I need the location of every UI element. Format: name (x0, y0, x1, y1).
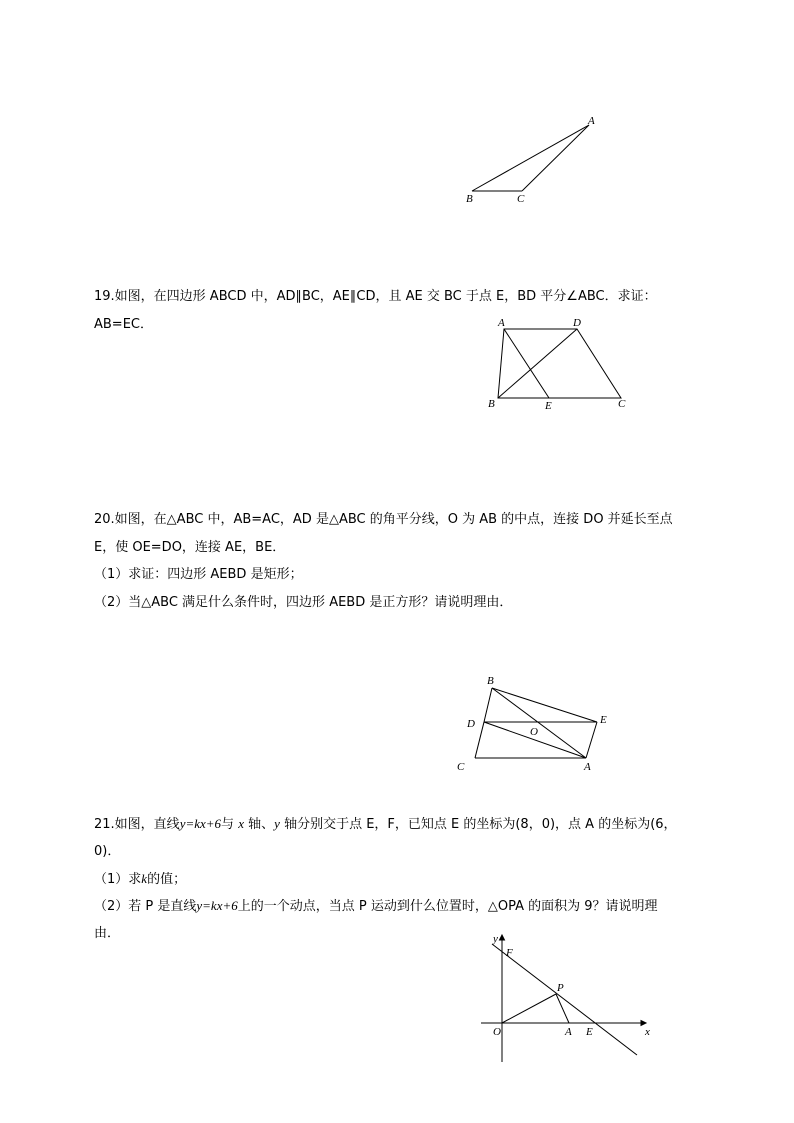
segment-bd (484, 688, 492, 722)
figure-quadrilateral-abcd (485, 312, 635, 414)
label-f: F (506, 947, 513, 959)
segment-be (492, 688, 597, 722)
figure-rectangle-aebd (452, 670, 622, 776)
segment-dc (475, 722, 484, 758)
problem-20-question-2: （2）当△ABC 满足什么条件时，四边形 AEBD 是正方形？请说明理由． (94, 595, 513, 610)
label-e: E (600, 714, 607, 726)
segment-ea (586, 722, 597, 758)
problem-21-text: 轴、 (248, 817, 275, 832)
var-x: x (238, 816, 244, 831)
problem-19-line-2: AB=EC． (94, 317, 153, 332)
label-c: C (457, 761, 465, 773)
x-axis-arrow (641, 1021, 646, 1026)
label-a: A (588, 115, 595, 127)
figure-triangle-abc (460, 112, 600, 208)
problem-21-text: 21.如图，直线 (94, 817, 180, 832)
label-o: O (530, 726, 538, 738)
segment-bd (498, 329, 577, 398)
quadrilateral-abcd (498, 329, 621, 398)
line-equation: y=kx+6 (196, 898, 238, 913)
y-axis-arrow (500, 935, 505, 940)
line-equation: y=kx+6 (179, 816, 222, 831)
problem-21-text: （2）若 P 是直线 (94, 899, 197, 914)
label-d: D (467, 718, 475, 730)
var-y: y (274, 816, 280, 831)
problem-21-line-5: 由． (94, 926, 121, 941)
label-d: D (573, 317, 581, 329)
segment-ab (492, 688, 586, 758)
problem-21-text: 与 (221, 817, 235, 832)
segment-op (502, 994, 556, 1023)
problem-19-line-1: 19.如图，在四边形 ABCD 中，AD∥BC，AE∥CD，且 AE 交 BC 于点 E，BD 平分∠ABC．求证： (94, 289, 657, 304)
problem-21-question-2 (94, 898, 658, 915)
label-y: y (493, 933, 498, 945)
problem-21-text: （1）求 (94, 872, 142, 887)
problem-21-text: 轴分别交于点 E，F，已知点 E 的坐标为(8，0)，点 A 的坐标为(6， (284, 817, 677, 832)
label-a: A (584, 761, 591, 773)
label-c: C (517, 193, 525, 205)
segment-ab (472, 125, 589, 191)
label-e: E (545, 400, 552, 412)
label-e: E (586, 1026, 593, 1038)
segment-ca (522, 125, 589, 191)
label-a: A (498, 317, 505, 329)
problem-20-question-1: （1）求证：四边形 AEBD 是矩形； (94, 567, 303, 582)
label-x: x (645, 1026, 650, 1038)
problem-21-line-2: 0)． (94, 844, 121, 859)
problem-20-line-2: E，使 OE=DO，连接 AE，BE． (94, 540, 286, 555)
problem-20-line-1: 20.如图，在△ABC 中，AB=AC，AD 是△ABC 的角平分线，O 为 AB 的中点，连接 DO 并延长至点 (94, 512, 673, 527)
label-o: O (493, 1026, 501, 1038)
problem-21-text: 的值； (147, 872, 187, 887)
label-p: P (557, 982, 564, 994)
figure-coordinate-plane (470, 928, 660, 1068)
label-b: B (488, 398, 495, 410)
label-c: C (618, 398, 626, 410)
segment-ae (504, 329, 549, 398)
label-a: A (565, 1026, 572, 1038)
problem-21-text: 上的一个动点，当点 P 运动到什么位置时，△OPA 的面积为 9？请说明理 (237, 899, 658, 914)
line-ef (492, 944, 637, 1055)
problem-21-question-1 (94, 871, 186, 888)
label-b: B (487, 675, 494, 687)
problem-21-line-1 (94, 816, 677, 833)
var-k: k (141, 871, 148, 886)
label-b: B (466, 193, 473, 205)
